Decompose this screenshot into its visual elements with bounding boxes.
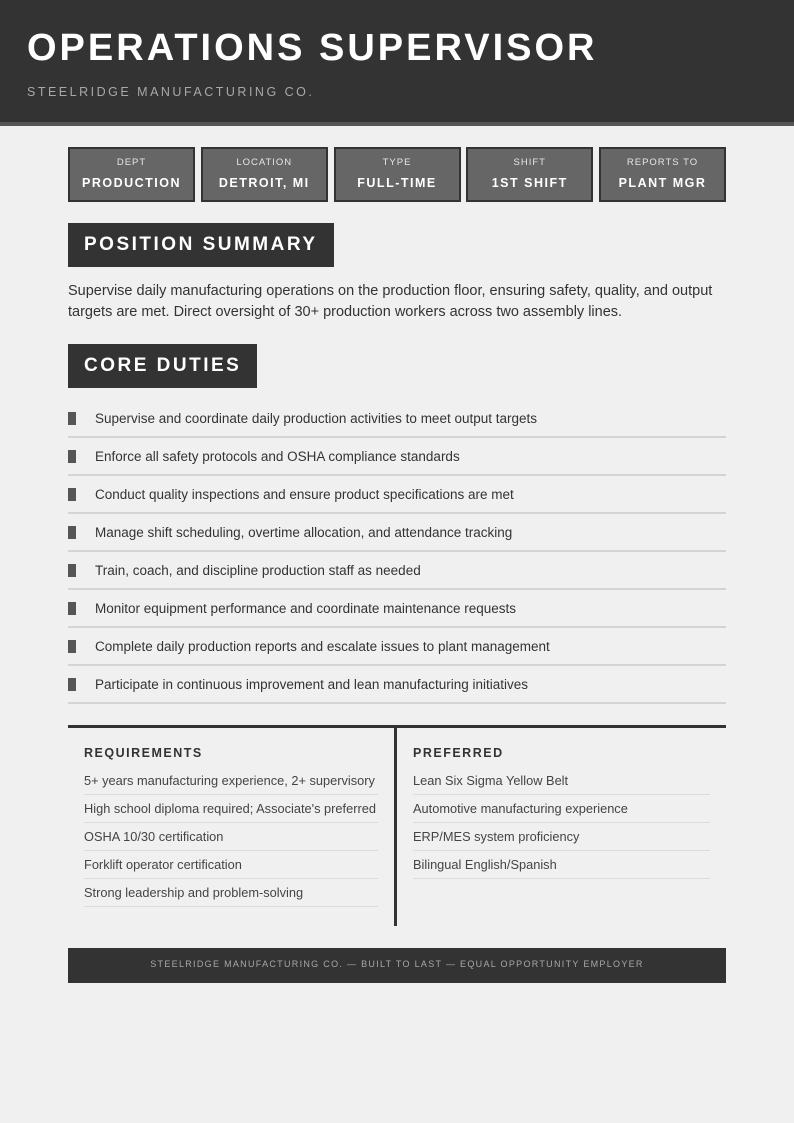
square-bullet-icon [68, 564, 76, 577]
square-bullet-icon [68, 678, 76, 691]
duty-item [68, 628, 726, 666]
preferred-heading: PREFERRED [413, 746, 504, 760]
square-bullet-icon [68, 488, 76, 501]
job-meta-row [68, 147, 726, 202]
duty-item [68, 438, 726, 476]
meta-value: DETROIT, MI [218, 176, 310, 190]
preferred-item: Lean Six Sigma Yellow Belt [413, 767, 710, 795]
meta-location [201, 147, 328, 202]
duty-item [68, 590, 726, 628]
preferred-item: Automotive manufacturing experience [413, 795, 710, 823]
duty-item [68, 666, 726, 704]
meta-reports-to [599, 147, 726, 202]
meta-shift [466, 147, 593, 202]
duty-text: Manage shift scheduling, overtime allocation, and attendance tracking [95, 524, 513, 540]
meta-label: DEPT [116, 157, 147, 168]
position-summary-text: Supervise daily manufacturing operations on the production floor, ensuring safety, quality, and output targets are met. Direct oversight of 30+ production workers across two assembly lines. [68, 283, 713, 320]
page-footer: STEELRIDGE MANUFACTURING CO. — BUILT TO LAST — EQUAL OPPORTUNITY EMPLOYER [68, 948, 726, 983]
requirements-column [68, 728, 397, 926]
duty-item [68, 476, 726, 514]
duty-text: Complete daily production reports and escalate issues to plant management [95, 638, 550, 654]
company-name: STEELRIDGE MANUFACTURING CO. [27, 85, 315, 99]
duty-text: Enforce all safety protocols and OSHA compliance standards [95, 448, 460, 464]
requirement-item: 5+ years manufacturing experience, 2+ supervisory [84, 767, 378, 795]
meta-value: PRODUCTION [81, 176, 182, 190]
square-bullet-icon [68, 450, 76, 463]
duty-text: Supervise and coordinate daily production activities to meet output targets [95, 410, 538, 426]
duty-text: Train, coach, and discipline production staff as needed [95, 562, 421, 578]
meta-dept [68, 147, 195, 202]
meta-type [334, 147, 461, 202]
core-duties-list [68, 400, 726, 704]
duty-item [68, 552, 726, 590]
square-bullet-icon [68, 640, 76, 653]
requirement-item: Strong leadership and problem-solving [84, 879, 378, 907]
preferred-column [397, 728, 726, 926]
job-title: OPERATIONS SUPERVISOR [27, 27, 598, 69]
page-header [0, 0, 794, 126]
core-duties-heading: CORE DUTIES [68, 344, 257, 388]
meta-value: PLANT MGR [618, 176, 707, 190]
meta-label: LOCATION [236, 157, 293, 168]
duty-text: Monitor equipment performance and coordinate maintenance requests [95, 600, 516, 616]
duty-text: Participate in continuous improvement and lean manufacturing initiatives [95, 676, 528, 692]
main-content [0, 126, 794, 983]
requirement-item: Forklift operator certification [84, 851, 378, 879]
meta-label: TYPE [382, 157, 412, 168]
duty-item [68, 514, 726, 552]
meta-value: FULL-TIME [357, 176, 437, 190]
qualifications-section [68, 725, 726, 926]
square-bullet-icon [68, 526, 76, 539]
duty-text: Conduct quality inspections and ensure product specifications are met [95, 486, 514, 502]
square-bullet-icon [68, 412, 76, 425]
square-bullet-icon [68, 602, 76, 615]
requirement-item: OSHA 10/30 certification [84, 823, 378, 851]
meta-value: 1ST SHIFT [491, 176, 568, 190]
position-summary-heading: POSITION SUMMARY [68, 223, 334, 267]
duty-item [68, 400, 726, 438]
meta-label: SHIFT [513, 157, 546, 168]
meta-label: REPORTS TO [626, 157, 699, 168]
preferred-item: Bilingual English/Spanish [413, 851, 710, 879]
requirements-heading: REQUIREMENTS [84, 746, 203, 760]
requirement-item: High school diploma required; Associate's preferred [84, 795, 378, 823]
preferred-item: ERP/MES system proficiency [413, 823, 710, 851]
